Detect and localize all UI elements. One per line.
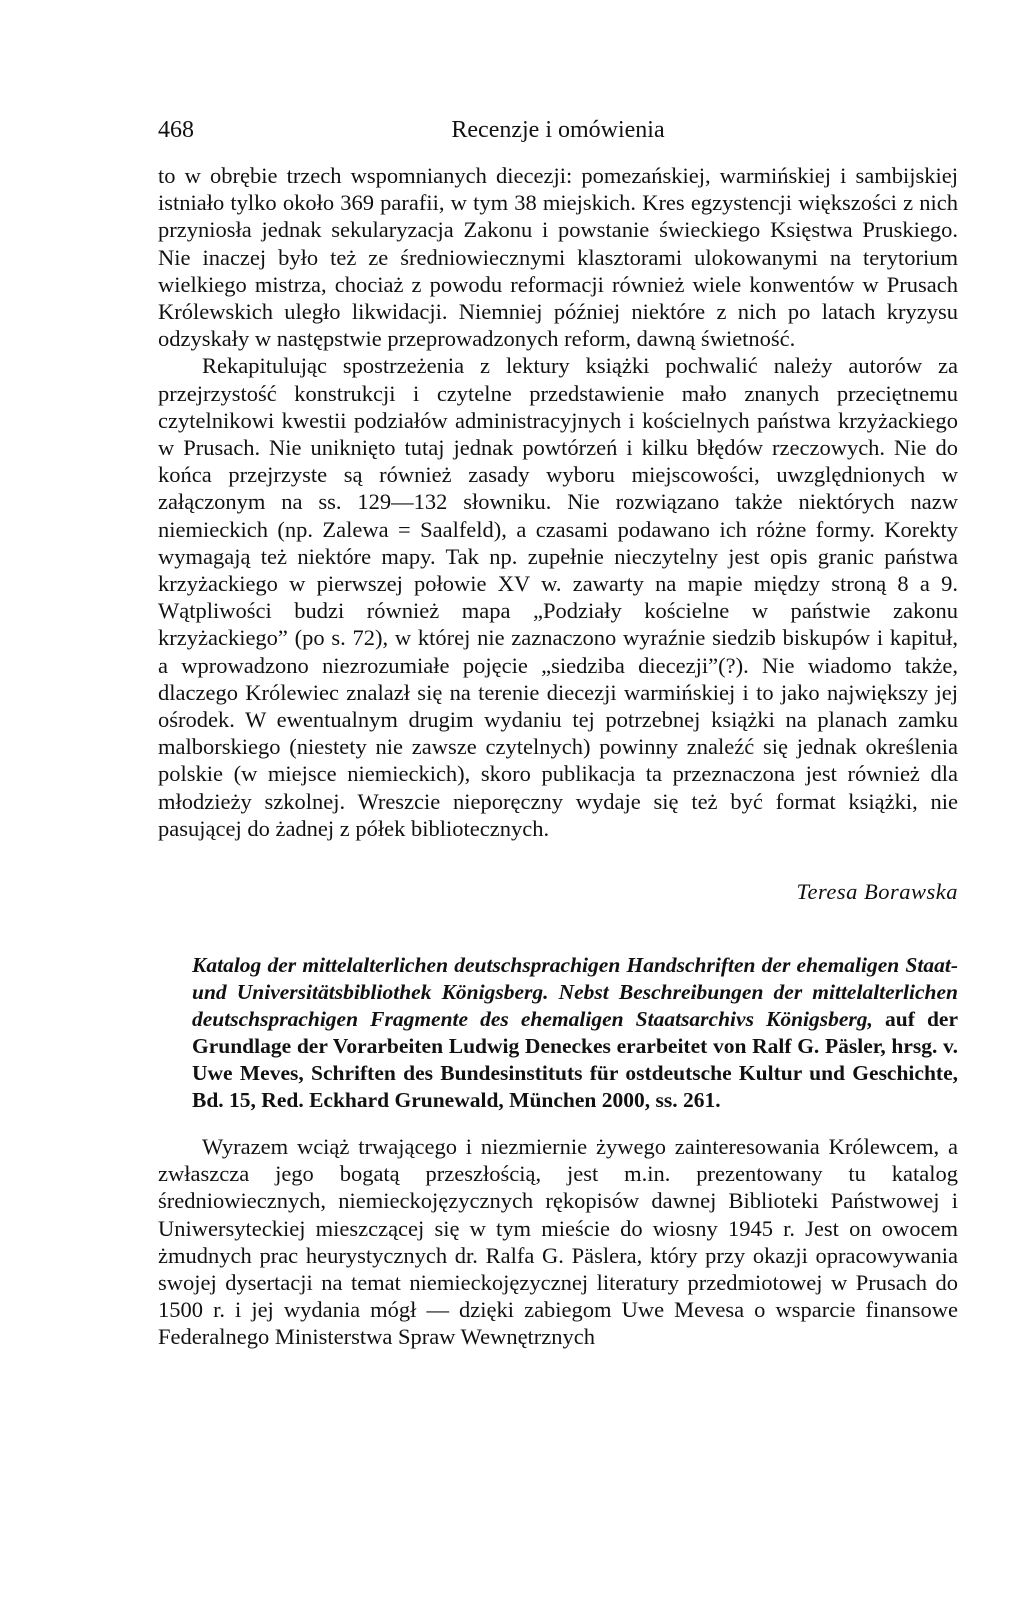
review-borawska-text — [158, 162, 958, 842]
paragraph-continuation: to w obrębie trzech wspomnianych diecezji: pomezańskiej, warmińskiej i sambijskiej istniało tylko około 369 parafii, w tym 38 miejskich. Kres egzystencji większości z nich przyniosła jednak sekularyzacja Zakonu i powstanie świeckiego Księstwa Pruskiego. Nie inaczej było też ze średniowiecznymi klasztorami ulokowanymi na terytorium wielkiego mistrza, chociaż z powodu reformacji również wiele konwentów w Prusach Królewskich uległo likwidacji. Niemniej później niektóre z nich po latach kryzysu odzyskały w następstwie przeprowadzonych reform, dawną świetność. — [158, 163, 958, 352]
running-head — [158, 112, 958, 148]
paragraph-katalog-intro: Wyrazem wciąż trwającego i niezmiernie żywego zainteresowania Królewcem, a zwłaszcza jego bogatą przeszłością, jest m.in. prezentowany tu katalog średniowiecznych, niemieckojęzycznych rękopisów dawnej Biblioteki Państwowej i Uniwersyteckiej mieszczącej się w tym mieście do wiosny 1945 r. Jest on owocem żmudnych prac heurystycznych dr. Ralfa G. Päslera, który przy okazji opracowywania swojej dysertacji na temat niemieckojęzycznej literatury przedmiotowej w Prusach do 1500 r. i jej wydania mógł — dzięki zabiegom Uwe Mevesa o wsparcie finansowe Federalnego Ministerstwa Spraw Wewnętrznych — [158, 1134, 958, 1350]
review-bibliographic-heading — [192, 952, 958, 1114]
running-head-title: Recenzje i omówienia — [451, 117, 665, 143]
page-number: 468 — [158, 117, 194, 143]
paragraph-summary: Rekapitulując spostrzeżenia z lektury książki pochwalić należy autorów za przejrzystość konstrukcji i czytelne przedstawienie mało znanych przeciętnemu czytelnikowi kwestii podziałów administracyjnych i kościelnych państwa krzyżackiego w Prusach. Nie uniknięto tutaj jednak powtórzeń i kilku błędów rzeczowych. Nie do końca przejrzyste są również zasady wyboru miejscowości, uwzględnionych w załączonym na ss. 129—132 słowniku. Nie rozwiązano także niektórych nazw niemieckich (np. Zalewa = Saalfeld), a czasami podawano ich różne formy. Korekty wymagają też niektóre mapy. Tak np. zupełnie nieczytelny jest opis granic państwa krzyżackiego w pierwszej połowie XV w. zawarty na mapie między stroną 8 a 9. Wątpliwości budzi również mapa „Podziały kościelne w państwie zakonu krzyżackiego” (po s. 72), w której nie zaznaczono wyraźnie siedzib biskupów i kapituł, a wprowadzono niezrozumiałe pojęcie „siedziba diecezji”(?). Nie wiadomo także, dlaczego Królewiec znalazł się na terenie diecezji warmińskiej i to jako największy jej ośrodek. W ewentualnym drugim wydaniu tej potrzebnej książki na planach zamku malborskiego (niestety nie zawsze czytelnych) powinny znaleźć się jednak określenia polskie (w miejsce niemieckich), skoro publikacja ta przeznaczona jest również dla młodzieży szkolnej. Wreszcie nieporęczny wydaje się też być format książki, nie pasującej do żadnej z półek bibliotecznych. — [158, 353, 958, 841]
book-title: Katalog der mittelalterlichen deutschsprachigen Handschriften der ehemaligen Staat- und Universitätsbibliothek Königsberg. Nebst Beschreibungen der mittelalterlichen deutschsprachigen Fragmente des ehemaligen Staatsarchivs Königsberg, — [192, 953, 958, 1031]
book-details: auf der Grundlage der Vorarbeiten Ludwig Deneckes erarbeitet von Ralf G. Päsler, hrsg. v. Uwe Meves, Schriften des Bundesinstituts für ostdeutsche Kultur und Geschichte, Bd. 15, Red. Eckhard Grunewald, München 2000, ss. 261. — [192, 1007, 958, 1112]
author-signature: Teresa Borawska — [796, 879, 958, 904]
review-katalog-text — [158, 1133, 958, 1351]
